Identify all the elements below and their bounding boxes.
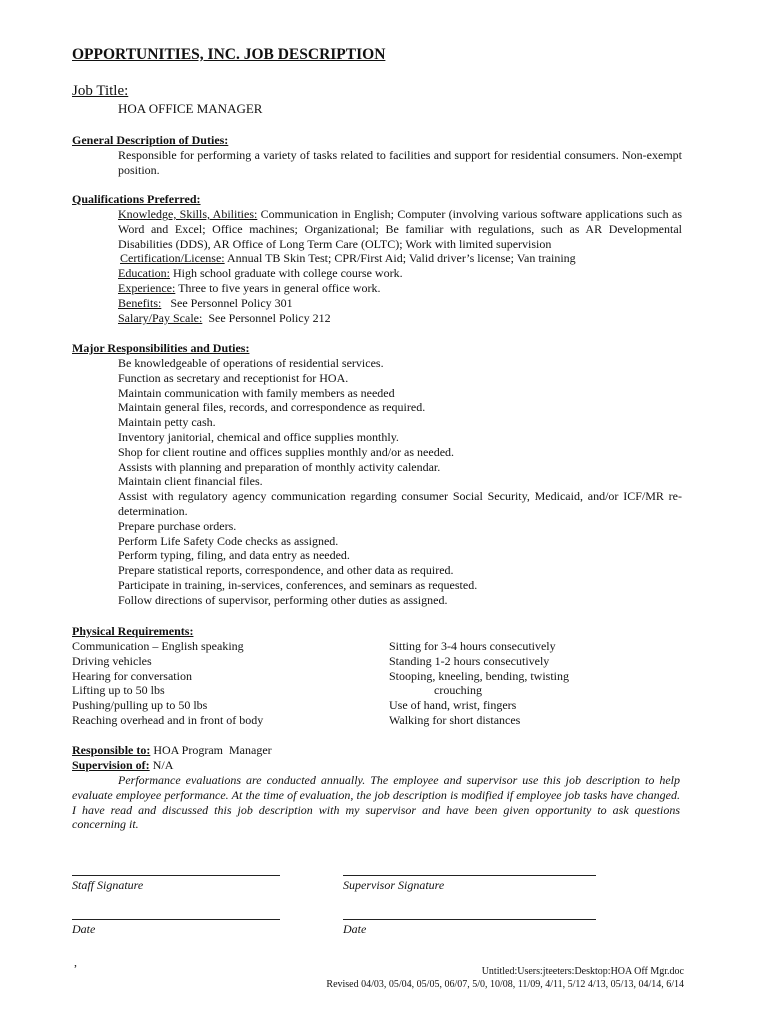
document-title: OPPORTUNITIES, INC. JOB DESCRIPTION <box>72 46 386 63</box>
physical-requirements-heading: Physical Requirements: <box>72 624 194 638</box>
education-text: High school graduate with college course work. <box>169 266 403 280</box>
footer-revision-history: Revised 04/03, 05/04, 05/05, 06/07, 5/0, 10/08, 11/09, 4/11, 5/12 4/13, 05/13, 04/14, 6/14 <box>326 979 684 990</box>
list-item: Perform typing, filing, and data entry as needed. <box>118 548 350 563</box>
supervision-of-label: Supervision of: <box>72 758 150 772</box>
list-item: Follow directions of supervisor, performing other duties as assigned. <box>118 592 448 607</box>
list-item: Maintain general files, records, and correspondence as required. <box>118 400 426 415</box>
job-title-value: HOA OFFICE MANAGER <box>118 101 263 116</box>
list-item: Shop for client routine and offices supplies monthly and/or as needed. <box>118 444 455 459</box>
list-item: Communication – English speaking <box>72 639 244 653</box>
list-item: Reaching overhead and in front of body <box>72 712 264 727</box>
evaluation-statement: Performance evaluations are conducted annually. The employee and supervisor use this job description to help evaluate employee performance. At the time of evaluation, the job description is modified if employee job tasks have changed. I have read and discussed this job description with my supervisor and have been given opportunity to ask questions concerning it. <box>72 773 680 832</box>
ksa-text: Communication in English; Computer (involving various software applications such as Word and Excel; Office machines; Organizational; Be familiar with regulations, such as AR Developmental Disabilities (DDS), AR Office of Long Term Care (OLTC); Work with limited supervision <box>118 207 682 251</box>
supervision-of <box>72 758 173 773</box>
supervisor-date-label: Date <box>343 922 367 936</box>
ksa-label: Knowledge, Skills, Abilities: <box>118 207 258 221</box>
physical-requirements-left <box>72 639 372 728</box>
list-item: Maintain client financial files. <box>118 474 263 489</box>
responsibilities-heading: Major Responsibilities and Duties: <box>72 341 250 355</box>
supervisor-date-line[interactable] <box>343 919 596 920</box>
list-item: Sitting for 3-4 hours consecutively <box>389 639 556 653</box>
list-item: Inventory janitorial, chemical and office supplies monthly. <box>118 429 399 444</box>
responsible-to-value: HOA Program Manager <box>150 743 272 757</box>
staff-date-label: Date <box>72 922 96 936</box>
qualification-ksa <box>118 207 682 251</box>
staff-date-line[interactable] <box>72 919 280 920</box>
experience-text: Three to five years in general office work. <box>175 281 381 295</box>
list-item: Standing 1-2 hours consecutively <box>389 653 550 668</box>
certification-text: Annual TB Skin Test; CPR/First Aid; Valid driver’s license; Van training <box>224 251 576 265</box>
qualification-education <box>118 266 403 281</box>
supervisor-signature-label: Supervisor Signature <box>343 878 445 892</box>
benefits-label: Benefits: <box>118 296 162 310</box>
certification-label: Certification/License: <box>120 251 225 265</box>
qualification-certification <box>120 251 576 266</box>
experience-label: Experience: <box>118 281 176 295</box>
responsible-to <box>72 743 272 758</box>
supervisor-signature-line[interactable] <box>343 875 596 876</box>
list-item: Driving vehicles <box>72 653 152 668</box>
salary-label: Salary/Pay Scale: <box>118 311 203 325</box>
list-item: Participate in training, in-services, conferences, and seminars as requested. <box>118 577 478 592</box>
education-label: Education: <box>118 266 170 280</box>
salary-text: See Personnel Policy 212 <box>202 311 331 325</box>
responsible-to-label: Responsible to: <box>72 743 151 757</box>
qualification-salary <box>118 311 331 326</box>
list-item: Assist with regulatory agency communication regarding consumer Social Security, Medicaid, and/or ICF/MR re-determination. <box>118 489 682 518</box>
list-item: Walking for short distances <box>389 712 521 727</box>
physical-requirements-right <box>389 639 689 728</box>
responsibilities-list <box>118 356 682 608</box>
benefits-text: See Personnel Policy 301 <box>161 296 293 310</box>
general-description-heading: General Description of Duties: <box>72 133 229 147</box>
list-item: Pushing/pulling up to 50 lbs <box>72 698 208 713</box>
list-item: Maintain petty cash. <box>118 415 216 430</box>
list-item: Lifting up to 50 lbs <box>72 683 165 698</box>
list-item: Perform Life Safety Code checks as assigned. <box>118 533 339 548</box>
qualification-experience <box>118 281 380 296</box>
footer-file-path: Untitled:Users:jteeters:Desktop:HOA Off Mgr.doc <box>481 966 684 977</box>
stray-mark: , <box>74 955 77 969</box>
list-item: Assists with planning and preparation of monthly activity calendar. <box>118 459 441 474</box>
list-item: Maintain communication with family members as needed <box>118 385 395 400</box>
qualifications-heading: Qualifications Preferred: <box>72 192 201 206</box>
list-item: Be knowledgeable of operations of residential services. <box>118 356 384 370</box>
list-item: Use of hand, wrist, fingers <box>389 698 517 713</box>
list-item: Prepare purchase orders. <box>118 518 237 533</box>
staff-signature-label: Staff Signature <box>72 878 144 892</box>
list-item: Function as secretary and receptionist for HOA. <box>118 370 349 385</box>
job-title-label: Job Title: <box>72 83 129 99</box>
list-item: Stooping, kneeling, bending, twisting <box>389 668 569 683</box>
qualification-benefits <box>118 296 293 311</box>
supervision-of-value: N/A <box>149 758 174 772</box>
staff-signature-line[interactable] <box>72 875 280 876</box>
list-item: Prepare statistical reports, correspondence, and other data as required. <box>118 563 454 578</box>
list-item: crouching <box>434 683 482 698</box>
general-description-text: Responsible for performing a variety of tasks related to facilities and support for residential consumers. Non-exempt position. <box>118 148 682 177</box>
list-item: Hearing for conversation <box>72 668 192 683</box>
